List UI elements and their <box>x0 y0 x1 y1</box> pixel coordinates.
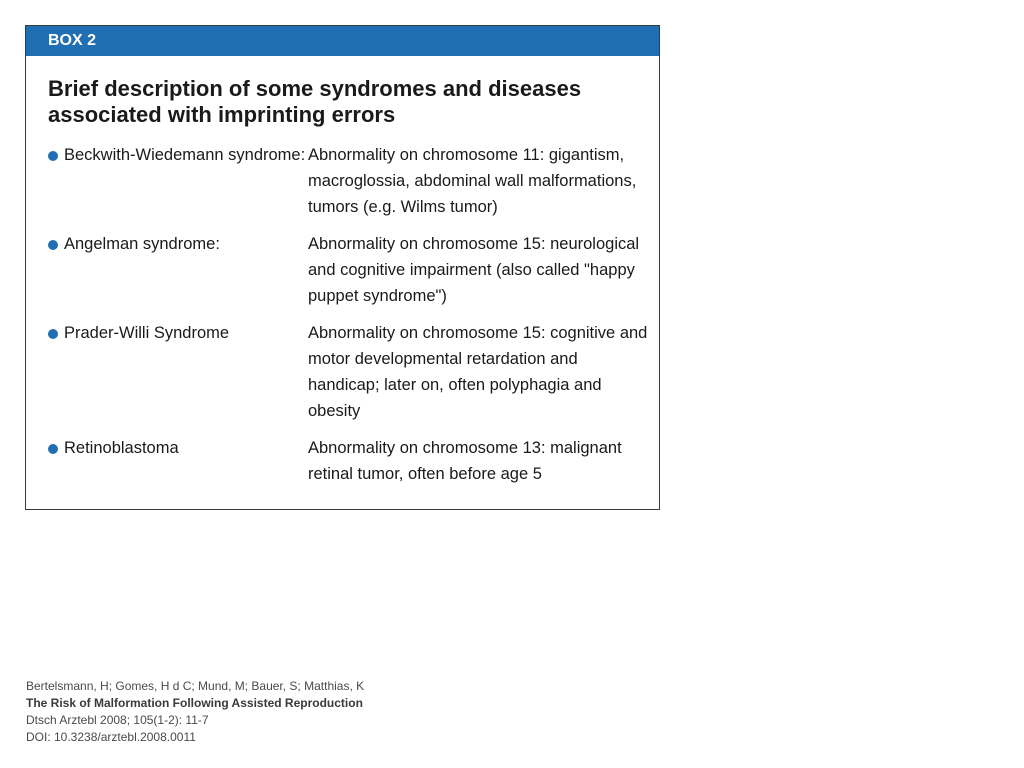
term-label: Retinoblastoma <box>64 439 179 457</box>
bullet-icon <box>48 240 58 250</box>
term-cell <box>48 320 308 424</box>
bullet-icon <box>48 444 58 454</box>
description-text: Abnormality on chromosome 15: cognitive and motor developmental retardation and handicap; later on, often polyphagia and obesity <box>308 324 648 420</box>
description-text: Abnormality on chromosome 13: malignant retinal tumor, often before age 5 <box>308 439 622 483</box>
term-cell <box>48 231 308 309</box>
citation-authors: Bertelsmann, H; Gomes, H d C; Mund, M; Bauer, S; Matthias, K <box>26 679 365 693</box>
term-cell <box>48 435 308 487</box>
list-item <box>48 142 659 220</box>
bullet-icon <box>48 329 58 339</box>
description-text: Abnormality on chromosome 11: gigantism, macroglossia, abdominal wall malformations, tumors (e.g. Wilms tumor) <box>308 146 637 216</box>
box-title: Brief description of some syndromes and diseases associated with imprinting errors <box>48 76 582 127</box>
description-text: Abnormality on chromosome 15: neurological and cognitive impairment (also called "happy puppet syndrome") <box>308 235 640 305</box>
term-label: Beckwith-Wiedemann syndrome: <box>64 146 306 164</box>
term-label: Angelman syndrome: <box>64 235 220 253</box>
list-item <box>48 231 659 309</box>
list-item <box>48 320 659 424</box>
info-box <box>25 25 660 510</box>
box-label: BOX 2 <box>26 26 659 56</box>
bullet-icon <box>48 151 58 161</box>
term-cell <box>48 142 308 220</box>
syndrome-list <box>26 142 659 487</box>
citation-doi: DOI: 10.3238/arztebl.2008.0011 <box>26 730 196 744</box>
citation <box>26 678 364 746</box>
citation-journal: Dtsch Arztebl 2008; 105(1-2): 11-7 <box>26 713 209 727</box>
term-label: Prader-Willi Syndrome <box>64 324 230 342</box>
citation-title: The Risk of Malformation Following Assisted Reproduction <box>26 696 363 710</box>
list-item <box>48 435 659 487</box>
